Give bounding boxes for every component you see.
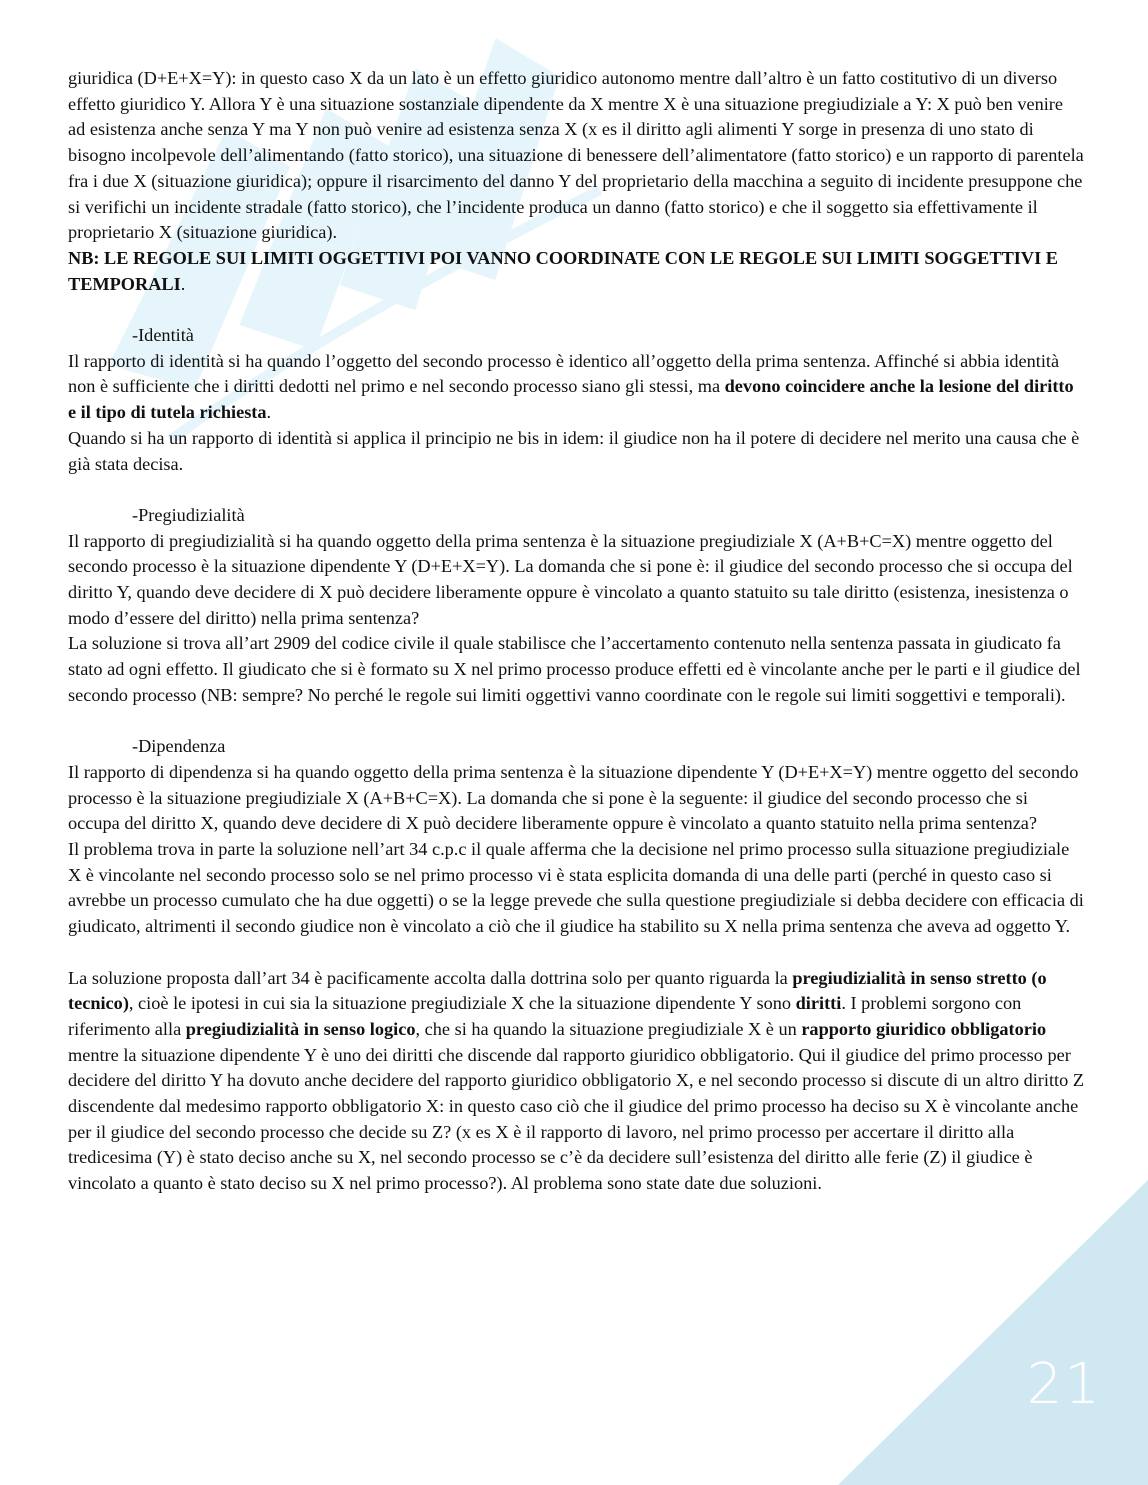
heading-dipendenza: -Dipendenza	[132, 736, 226, 757]
paragraph-dependent-situation: giuridica (D+E+X=Y): in questo caso X da un lato è un effetto giuridico autonomo mentre dall’altro è un fatto costitutivo di un diverso effetto giuridico Y. Allora Y è una situazione sostanziale dipendente da X mentre X è una situazione pregiudiziale a Y: X può ben venire ad esistenza anche senza Y ma Y non può venire ad esistenza senza X (x es il diritto agli alimenti Y sorge in presenza di uno stato di bisogno incolpevole dell’alimentando (fatto storico), una situazione di benessere dell’alimentatore (fatto storico) e un rapporto di parentela fra i due X (situazione giuridica); oppure il risarcimento del danno Y del proprietario della macchina a seguito di incidente presuppone che si verifichi un incidente stradale (fatto storico), che l’incidente produca un danno (fatto storico) e che il soggetto sia effettivamente il proprietario X (situazione giuridica).	[68, 68, 1084, 243]
text-run: mentre la situazione dipendente Y è uno dei diritti che discende dal rapporto giuridico obbligatorio. Qui il giudice del primo processo per decidere del diritto Y ha dovuto anche decidere del rapporto giuridico obbligatorio X, e nel secondo processo si discute di un altro diritto Z discendente dal medesimo rapporto obbligatorio X: in questo caso ciò che il giudice del primo processo ha deciso su X è vincolante anche per il giudice del secondo processo che decide su Z? (x es X è il rapporto di lavoro, nel primo processo per accertare il diritto alla tredicesima (Y) è stato deciso anche su X, nel secondo processo se c’è da decidere sull’esistenza del diritto alle ferie (Z) il giudice è vincolato a quanto è stato deciso su X nel primo processo?). Al problema sono state date due soluzioni.	[68, 1044, 1085, 1194]
bold-run: rapporto giuridico obbligatorio	[801, 1018, 1047, 1039]
paragraph-dipendenza-2: Il problema trova in parte la soluzione nell’art 34 c.p.c il quale afferma che la decisione nel primo processo sulla situazione pregiudiziale X è vincolante nel secondo processo solo se nel primo processo vi è stata esplicita domanda di una delle parti (perché in questo caso si avrebbe un processo cumulato che ha due oggetti) o se la legge prevede che sulla questione pregiudiziale si debba decidere con efficacia di giudicato, altrimenti il secondo giudice non è vincolato a ciò che il giudice ha stabilito su X nella prima sentenza che aveva ad oggetto Y.	[68, 839, 1084, 937]
bold-run: devono coincidere anche la lesione del diritto e il tipo di tutela richiesta	[68, 376, 1074, 423]
heading-identita: -Identità	[132, 325, 194, 346]
text-run: Il rapporto di identità si ha quando l’oggetto del secondo processo è identico all’oggetto della prima sentenza. Affinché si abbia identità non è sufficiente che i diritti dedotti nel primo e nel secondo processo siano gli stessi, ma	[68, 350, 1060, 397]
heading-pregiudizialita: -Pregiudizialità	[132, 504, 245, 525]
nb-note-bold: NB: LE REGOLE SUI LIMITI OGGETTIVI POI VANNO COORDINATE CON LE REGOLE SUI LIMITI SOGGETTIVI E TEMPORALI	[68, 247, 1058, 294]
nb-note	[68, 246, 1084, 297]
paragraph-pregiudizialita-1: Il rapporto di pregiudizialità si ha quando oggetto della prima sentenza è la situazione pregiudiziale X (A+B+C=X) mentre oggetto del secondo processo è la situazione dipendente Y (D+E+X=Y). La domanda che si pone è: il giudice del secondo processo che si occupa del diritto Y, quando deve decidere di X può decidere liberamente oppure è vincolato a quanto statuito su tale diritto (esistenza, inesistenza o modo d’essere del diritto) nella prima sentenza?	[68, 530, 1073, 628]
text-run: .	[266, 402, 272, 423]
bold-run: pregiudizialità in senso stretto (o tecnico)	[68, 967, 1047, 1014]
document-body	[68, 66, 1084, 1197]
paragraph-identita	[68, 349, 1084, 426]
text-run: . I problemi sorgono con riferimento alla	[68, 993, 1022, 1039]
paragraph-ne-bis-in-idem: Quando si ha un rapporto di identità si applica il principio ne bis in idem: il giudice non ha il potere di decidere nel merito una causa che è già stata decisa.	[68, 427, 1080, 474]
text-run: , che si ha quando la situazione pregiudiziale X è un	[415, 1018, 802, 1039]
text-run: , cioè le ipotesi in cui sia la situazione pregiudiziale X che la situazione dipendente Y sono	[128, 993, 796, 1014]
page-number: 21	[1026, 1352, 1102, 1417]
nb-note-end: .	[180, 273, 186, 294]
bold-run: pregiudizialità in senso logico	[185, 1018, 416, 1039]
text-run: La soluzione proposta dall’art 34 è pacificamente accolta dalla dottrina solo per quanto riguarda la	[68, 967, 793, 988]
paragraph-art-34	[68, 966, 1084, 1197]
bold-run: diritti	[795, 993, 842, 1014]
paragraph-dipendenza-1: Il rapporto di dipendenza si ha quando oggetto della prima sentenza è la situazione dipendente Y (D+E+X=Y) mentre oggetto del secondo processo è la situazione pregiudiziale X (A+B+C=X). La domanda che si pone è la seguente: il giudice del secondo processo che si occupa del diritto X, quando deve decidere di X può decidere liberamente oppure è vincolato a quanto statuito nella prima sentenza?	[68, 761, 1079, 834]
paragraph-pregiudizialita-2: La soluzione si trova all’art 2909 del codice civile il quale stabilisce che l’accertamento contenuto nella sentenza passata in giudicato fa stato ad ogni effetto. Il giudicato che si è formato su X nel primo processo produce effetti ed è vincolante anche per le parti e il giudice del secondo processo (NB: sempre? No perché le regole sui limiti oggettivi vanno coordinate con le regole sui limiti soggettivi e temporali).	[68, 633, 1081, 705]
